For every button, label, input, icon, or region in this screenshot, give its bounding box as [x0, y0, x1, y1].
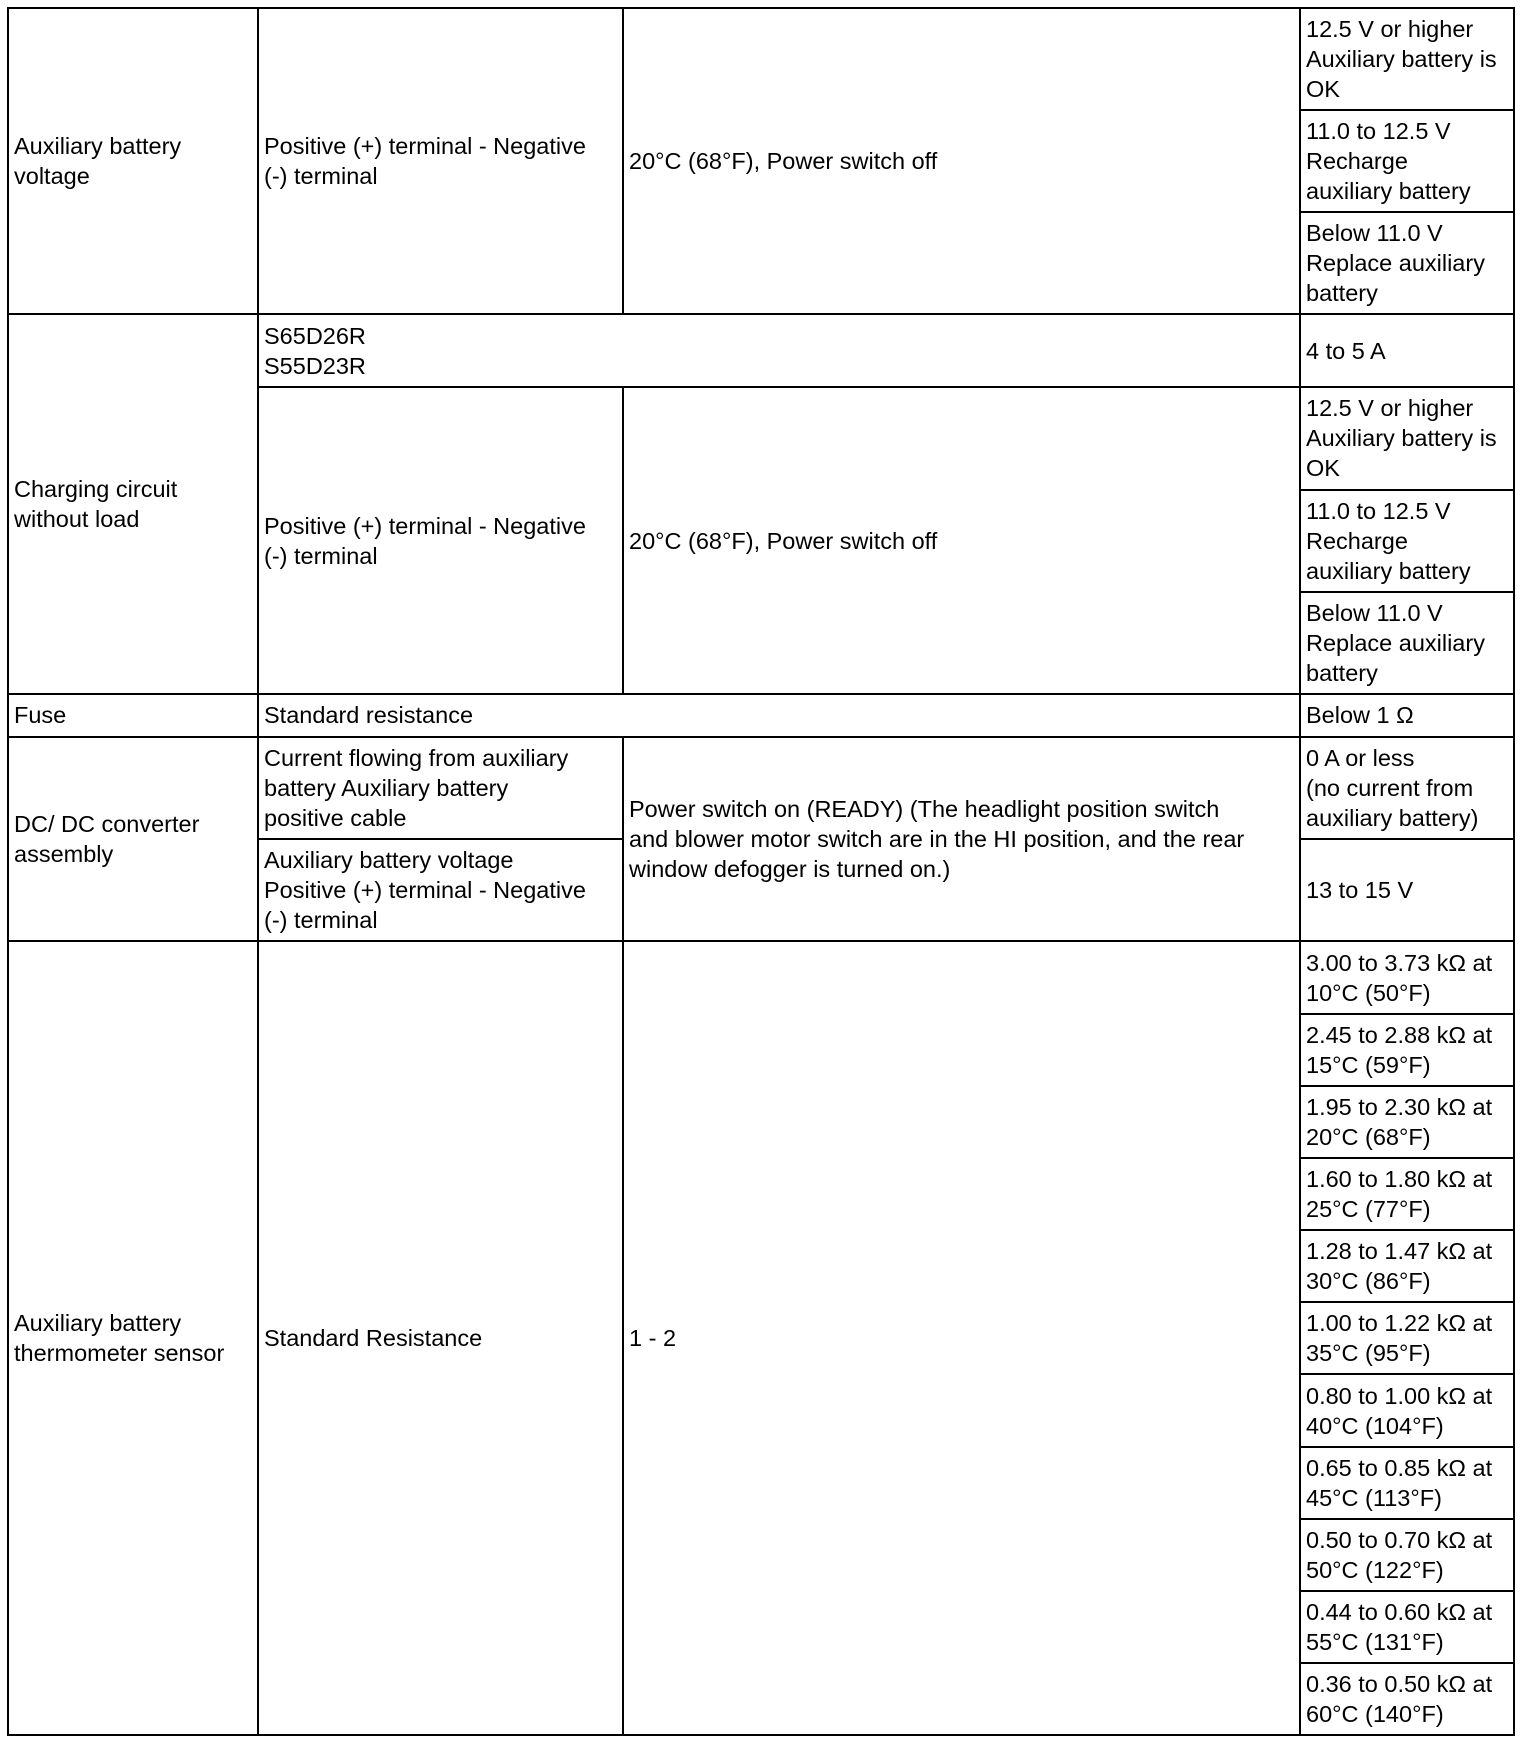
- thermo-check: Standard Resistance: [258, 941, 623, 1735]
- dcdc-check-current: Current flowing from auxiliary battery Auxiliary battery positive cable: [258, 737, 623, 839]
- dcdc-condition: Power switch on (READY) (The headlight position switch and blower motor switch are in the HI position, and the rear window defogger is turned on.): [623, 737, 1300, 941]
- dcdc-item: DC/ DC converter assembly: [8, 737, 258, 941]
- aux-voltage-result-replace: Below 11.0 V Replace auxiliary battery: [1300, 212, 1514, 314]
- thermo-item: Auxiliary battery thermometer sensor: [8, 941, 258, 1735]
- fuse-item: Fuse: [8, 694, 258, 737]
- thermo-terminals: 1 - 2: [623, 941, 1300, 1735]
- dcdc-spec-voltage: 13 to 15 V: [1300, 839, 1514, 941]
- thermo-result-30c: 1.28 to 1.47 kΩ at 30°C (86°F): [1300, 1230, 1514, 1302]
- thermo-result-20c: 1.95 to 2.30 kΩ at 20°C (68°F): [1300, 1086, 1514, 1158]
- charging-current-spec: 4 to 5 A: [1300, 314, 1514, 387]
- aux-voltage-result-recharge: 11.0 to 12.5 V Recharge auxiliary battery: [1300, 110, 1514, 212]
- thermo-result-60c: 0.36 to 0.50 kΩ at 60°C (140°F): [1300, 1663, 1514, 1735]
- aux-voltage-result-ok: 12.5 V or higher Auxiliary battery is OK: [1300, 8, 1514, 110]
- thermo-result-55c: 0.44 to 0.60 kΩ at 55°C (131°F): [1300, 1591, 1514, 1663]
- fuse-check: Standard resistance: [258, 694, 1300, 737]
- thermo-result-25c: 1.60 to 1.80 kΩ at 25°C (77°F): [1300, 1158, 1514, 1230]
- thermo-result-10c: 3.00 to 3.73 kΩ at 10°C (50°F): [1300, 941, 1514, 1014]
- aux-voltage-terminal: Positive (+) terminal - Negative (-) terminal: [258, 8, 623, 314]
- charging-result-recharge: 11.0 to 12.5 V Recharge auxiliary battery: [1300, 490, 1514, 592]
- dcdc-spec-current: 0 A or less (no current from auxiliary battery): [1300, 737, 1514, 839]
- fuse-spec: Below 1 Ω: [1300, 694, 1514, 737]
- thermo-result-15c: 2.45 to 2.88 kΩ at 15°C (59°F): [1300, 1014, 1514, 1086]
- thermo-result-45c: 0.65 to 0.85 kΩ at 45°C (113°F): [1300, 1447, 1514, 1519]
- charging-terminal: Positive (+) terminal - Negative (-) terminal: [258, 387, 623, 693]
- specification-table: [7, 7, 1515, 1736]
- charging-result-ok: 12.5 V or higher Auxiliary battery is OK: [1300, 387, 1514, 489]
- thermo-result-40c: 0.80 to 1.00 kΩ at 40°C (104°F): [1300, 1374, 1514, 1446]
- thermo-result-50c: 0.50 to 0.70 kΩ at 50°C (122°F): [1300, 1519, 1514, 1591]
- dcdc-check-voltage: Auxiliary battery voltage Positive (+) terminal - Negative (-) terminal: [258, 839, 623, 941]
- charging-battery-models: S65D26R S55D23R: [258, 314, 1300, 387]
- charging-condition: 20°C (68°F), Power switch off: [623, 387, 1300, 693]
- aux-voltage-condition: 20°C (68°F), Power switch off: [623, 8, 1300, 314]
- aux-voltage-item: Auxiliary battery voltage: [8, 8, 258, 314]
- charging-result-replace: Below 11.0 V Replace auxiliary battery: [1300, 592, 1514, 694]
- charging-item: Charging circuit without load: [8, 314, 258, 693]
- thermo-result-35c: 1.00 to 1.22 kΩ at 35°C (95°F): [1300, 1302, 1514, 1374]
